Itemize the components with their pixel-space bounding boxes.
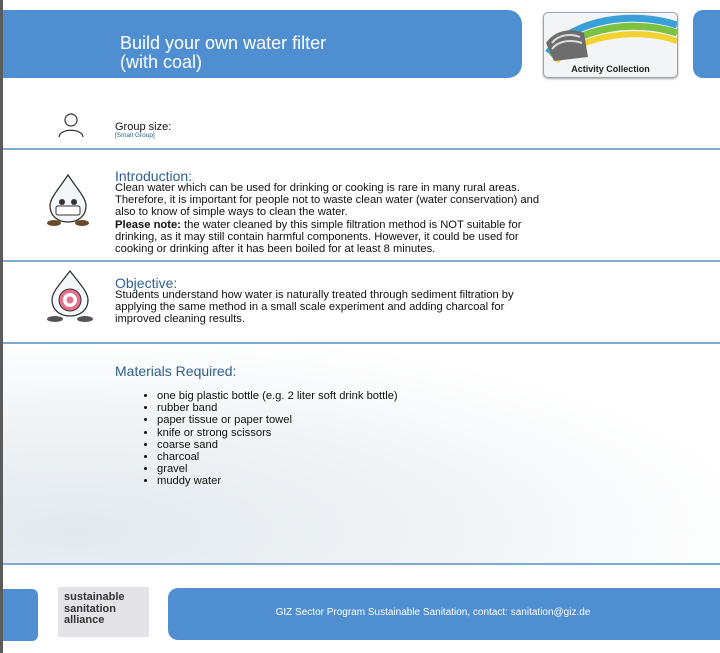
ssa-line: sanitation	[64, 602, 116, 615]
note-text: the water cleaned by this simple filtration method is NOT suitable for	[180, 218, 522, 231]
target-mascot-icon	[40, 268, 100, 326]
divider	[3, 563, 720, 565]
list-item: • one big plastic bottle (e.g. 2 liter soft drink bottle)	[157, 390, 398, 402]
introduction-note	[115, 219, 539, 231]
materials-heading: Materials Required:	[115, 363, 237, 379]
list-item: • muddy water	[157, 475, 398, 487]
footer-tab-left	[3, 589, 38, 641]
objective-text	[115, 289, 514, 326]
list-item: • gravel	[157, 463, 398, 475]
list-item: • knife or strong scissors	[157, 427, 398, 439]
introduction-line: Clean water which can be used for drinking or cooking is rare in many rural areas.	[115, 182, 520, 194]
divider	[3, 342, 720, 344]
ssa-line: alliance	[64, 614, 105, 626]
activity-collection-logo	[543, 12, 678, 78]
ssa-logo-text	[64, 592, 125, 627]
list-item: • rubber band	[157, 402, 398, 414]
person-icon	[56, 112, 86, 138]
introduction-note-line: cooking or drinking after it has been boiled for at least 8 minutes.	[115, 243, 436, 256]
ssa-line: sustainable	[64, 591, 125, 603]
introduction-line: also to know of simple ways to clean the water.	[115, 206, 348, 219]
objective-heading: Objective:	[115, 275, 178, 291]
divider	[3, 148, 720, 150]
group-size-value: [Small Group]	[115, 132, 155, 139]
objective-line: improved cleaning results.	[115, 313, 245, 326]
list-item: • charcoal	[157, 451, 398, 463]
list-item: • coarse sand	[157, 439, 398, 451]
water-drop-mascot-icon	[40, 172, 96, 228]
introduction-text	[115, 182, 539, 255]
title-line-2: (with coal)	[120, 52, 203, 72]
divider	[3, 260, 720, 262]
title-line-1: Build your own water filter	[120, 33, 327, 53]
introduction-heading: Introduction:	[115, 168, 193, 184]
objective-line: Students understand how water is naturally treated through sediment filtration by	[115, 289, 514, 301]
page-title	[120, 34, 326, 72]
introduction-line: Therefore, it is important for people not to waste clean water (water conservation) and	[115, 194, 540, 207]
materials-list	[115, 390, 398, 488]
note-label: Please note:	[115, 218, 181, 231]
introduction-note-line: drinking, as it may still contain harmful components. However, it could be used for	[115, 230, 519, 243]
header-tab-right	[693, 10, 720, 78]
logo-label: Activity Collection	[571, 64, 650, 74]
list-item: • paper tissue or paper towel	[157, 414, 398, 426]
objective-line: applying the same method in a small scale experiment and adding charcoal for	[115, 301, 505, 314]
footer-contact: GIZ Sector Program Sustainable Sanitation, contact: sanitation@giz.de	[275, 607, 591, 618]
group-size-label: Group size:	[115, 121, 172, 133]
